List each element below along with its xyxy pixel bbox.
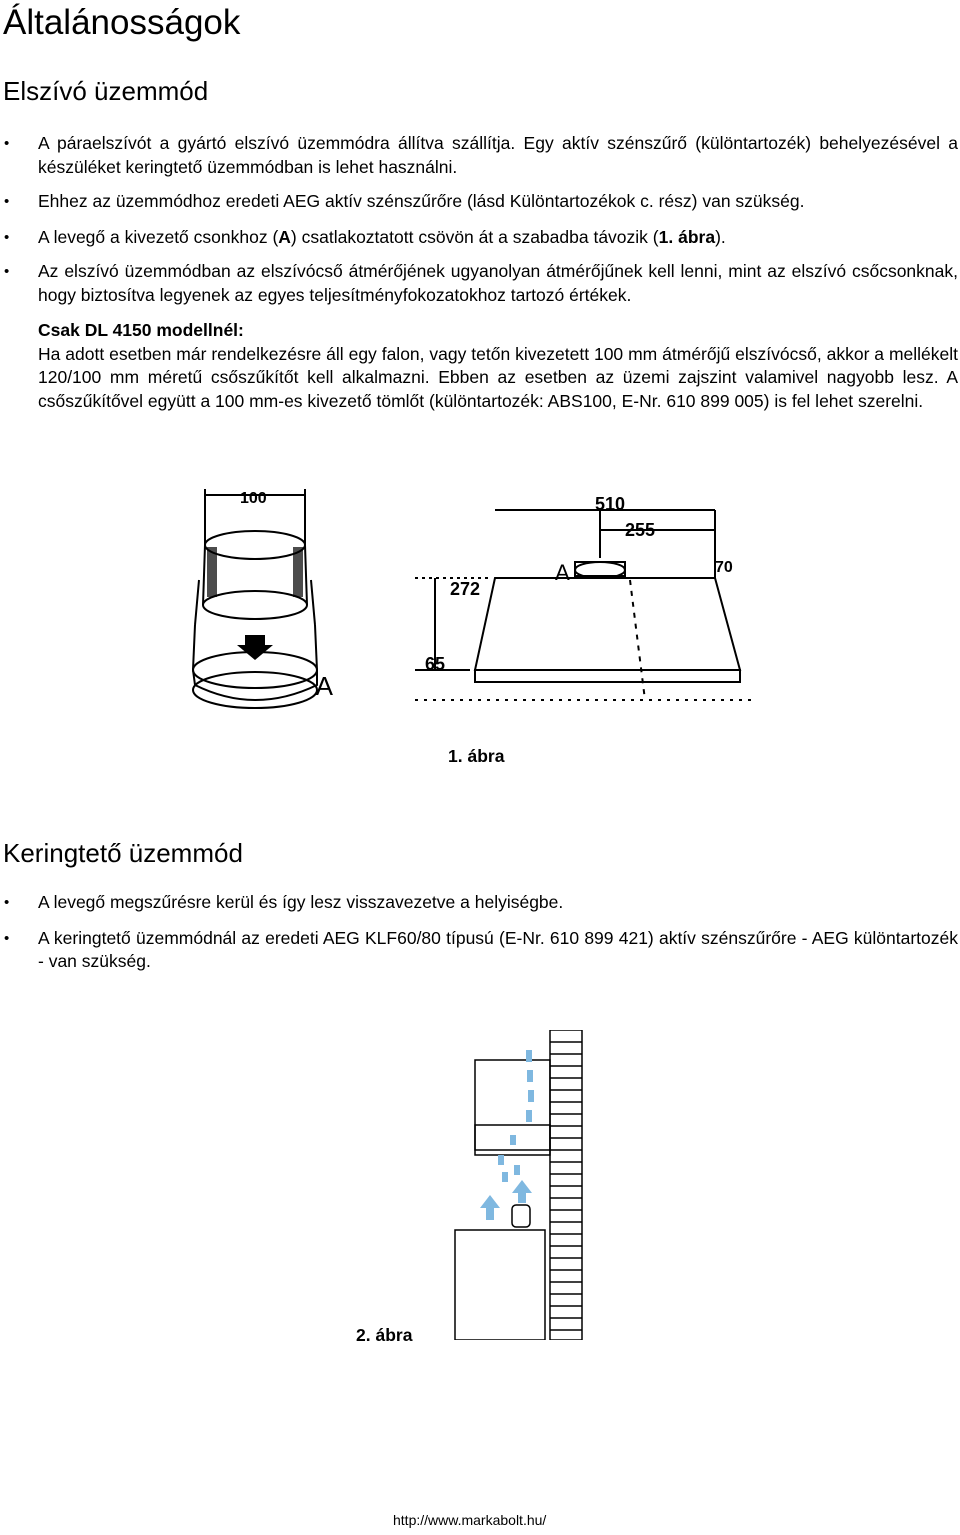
section-heading-recirculation: Keringtető üzemmód — [3, 838, 243, 868]
list-item: • A levegő megszűrésre kerül és így lesz visszavezetve a helyiségbe. — [0, 891, 958, 915]
model-note-text: Ha adott esetben már rendelkezésre áll egy falon, vagy tetőn kivezetett 100 mm átmérőjű elszívócső, akkor a mellékelt 120/100 mm méretű csőszűkítőt kell alkalmazni. Ebben az esetben az üzemi zajszint valamivel nagyobb lesz. A csőszűkítővel együtt a 100 mm-es kivezető tömlőt (különtartozék: ABS100, E-Nr. 610 899 005) is fel lehet szerelni. — [38, 343, 958, 411]
dim-label: 70 — [715, 559, 733, 576]
model-note-title: Csak DL 4150 modellnél: — [38, 320, 244, 340]
recirculation-illustration — [450, 1030, 590, 1340]
page-title: Általánosságok — [3, 3, 241, 42]
list-item: • Ehhez az üzemmódhoz eredeti AEG aktív szénszűrőre (lásd Különtartozékok c. rész) van szükség. — [0, 190, 958, 214]
dim-label: 255 — [625, 520, 656, 540]
reducer-pipe-illustration — [185, 485, 335, 720]
list-item: • A páraelszívót a gyártó elszívó üzemmódra állítva szállítja. Egy aktív szénszűrő (különtartozék) behelyezésével a készüléket keringtető üzemmódban is lehet használni. — [0, 132, 958, 179]
list-item: • A keringtető üzemmódnál az eredeti AEG KLF60/80 típusú (E-Nr. 610 899 421) aktív szénszűrőre - AEG különtartozék - van szükség. — [0, 927, 958, 974]
list-item: • Az elszívó üzemmódban az elszívócső átmérőjének ugyanolyan átmérőjűnek kell lenni, mint az elszívó csőcsonknak, hogy biztosítva legyenek az egyes teljesítményfokozatokhoz tartozó értékek. — [0, 260, 958, 307]
extraction-bullet-list — [0, 132, 958, 307]
dim-label: 100 — [240, 490, 267, 507]
dim-label: 65 — [425, 654, 446, 674]
figure-caption-2: 2. ábra — [356, 1325, 413, 1345]
list-item: • A levegő a kivezető csonkhoz (A) csatlakoztatott csövön át a szabadba távozik (1. ábra). — [0, 226, 958, 250]
dim-label: 510 — [595, 494, 626, 514]
part-label-a: A — [315, 671, 333, 701]
recirculation-bullet-list — [0, 891, 958, 974]
dim-label: 272 — [450, 579, 481, 599]
hood-dimension-drawing — [415, 490, 765, 720]
part-label-a: A — [555, 560, 570, 585]
footer-url[interactable]: http://www.markabolt.hu/ — [393, 1512, 547, 1528]
model-note — [38, 319, 958, 413]
section-heading-extraction: Elszívó üzemmód — [3, 76, 209, 106]
figure-caption-1: 1. ábra — [448, 746, 505, 766]
